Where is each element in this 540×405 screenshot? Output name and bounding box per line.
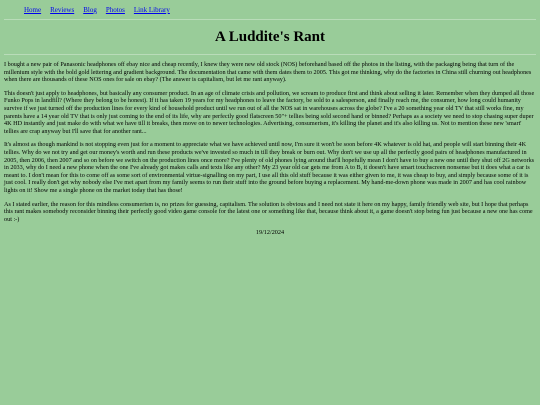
page-title: A Luddite's Rant xyxy=(214,29,326,45)
post-date: 19/12/2024 xyxy=(255,229,285,237)
paragraph-2: This doesn't just apply to headphones, but basically any consumer product. In an age of climate crisis and pollution, we scream to produce first and think about selling it later. Remember when they dumped all those Funko Pops in landfill? (Where they belong to be honest). If it has taken 19 years for my headphones to leave the factory, be sold to a salesperson, and finally reach me, the consumer, how long could humanity survive if we just turned off the production lines for every kind of household product until we run out of all the NOS sat in warehouses across the globe? I've a 20 something year old TV that still works fine, my parents have a 14 year old TV that is only just coming to the end of its life, why are perfectly good flatscreen 50"+ tellies being sold second hand or binned? Perhaps as a society we need to stop chasing super duper 4K HD instantly and just make do with what we have till it breaks, then move on to newer technologies. Advertising, consumerism, it's killing the planet and it's also killing us. Not to mention these new 'smart' tellies are crap anyway but I'll save that for another rant... xyxy=(4,89,535,135)
nav-link-reviews[interactable]: Reviews xyxy=(50,6,75,14)
nav-link-home[interactable]: Home xyxy=(24,6,42,14)
paragraph-4: As I stated earlier, the reason for this mindless consumerism is, no prizes for guessing, capitalism. The solution is obvious and I need not state it here on my happy, family friendly web site, but I hope that perhaps this rant makes somebody reconsider binning their perfectly good video game console for the latest one or something like that, because think about it, a game doesn't stop being fun just because a new one has come out :-) xyxy=(4,200,533,223)
nav-link-link-library[interactable]: Link Library xyxy=(133,6,170,14)
top-nav xyxy=(0,0,540,15)
article-body xyxy=(0,55,540,237)
divider-top xyxy=(4,19,536,20)
paragraph-1: I bought a new pair of Panasonic headphones off ebay nice and cheap recently, I knew they were new old stock (NOS) beforehand based off the photos in the listing, with the packaging being that turn of the millenium style with the bold gold lettering and gradient background. The documentation that came with them dates them to 2005. This got me thinking, why do the factories in China still churning out headphones when there are thousands of these NOS ones for sale on ebay? (The answer is capitalism, but let me rant anyway). xyxy=(4,61,532,84)
nav-link-photos[interactable]: Photos xyxy=(105,6,125,14)
paragraph-3: It's almost as though mankind is not stopping even just for a moment to appreciate what we have achieved until now, I'm sure it won't be soon before 4K whatever is old hat, and people will start binning their 4K tellies. Why do we not try and get our money's worth and run these products we've invested so much in till they break or burn out. Why don't we use up all the perfectly good pairs of headphones manufactured in 2005, then 2006, then 2007 and so on before we switch on the production lines once more? I've plenty of old phones lying around that'll hopefully mean I don't have to buy a new one until they shut off 2G networks in 2033, why do I need a new phone when the one I've already got makes calls and texts like any other? My 23 year old car gets me from A to B, it doesn't have smart touchscreen nonsense but it does what a car is meant to. I don't mean for this to come off as some sort of environmental virtue-signalling on my part, I use all this old stuff because it was either given to me, it was cheap to buy, and simply because some of it is just cool. I really don't get why nobody else I've met apart from my family seems to run their stuff into the ground before buying a replacement. My hand-me-down phone was made in 2007 and has cool rainbow lights on it! Show me a single phone on the market today that has those! xyxy=(4,141,535,194)
nav-link-blog[interactable]: Blog xyxy=(83,6,97,14)
